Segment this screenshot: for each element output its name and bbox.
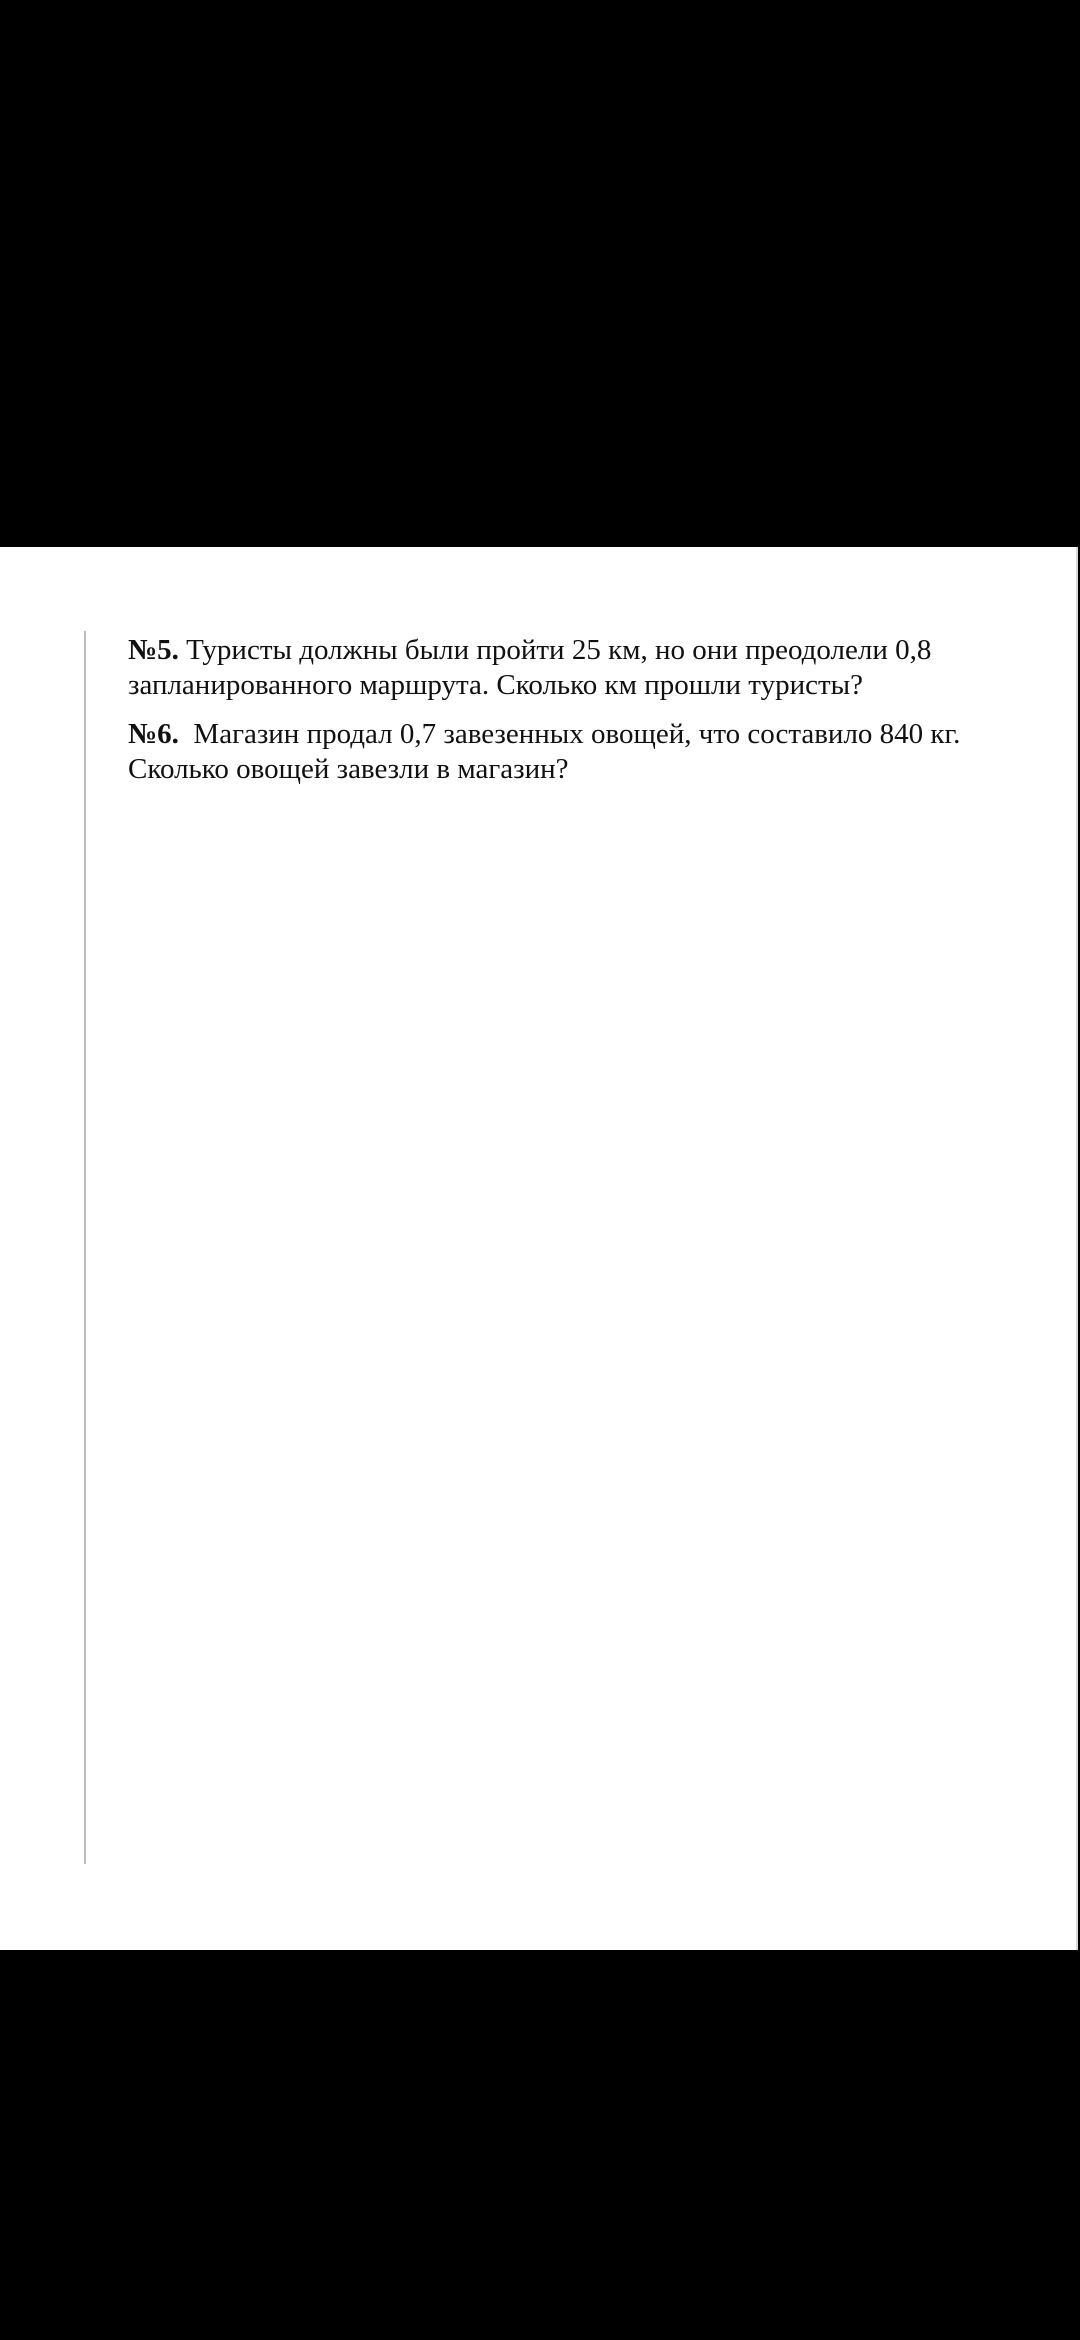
task-6 (128, 717, 1008, 787)
tasks-content (128, 633, 1008, 801)
task-6-number: №6. (128, 718, 179, 750)
document-page (0, 547, 1078, 1950)
page-margin-line (84, 631, 86, 1864)
top-black-area (0, 0, 1080, 547)
bottom-black-area (0, 1950, 1080, 2340)
task-5 (128, 633, 1008, 703)
task-6-text: Магазин продал 0,7 завезенных овощей, что составило 840 кг. Сколько овощей завезли в магазин? (128, 718, 961, 785)
task-5-number: №5. (128, 634, 179, 666)
task-5-text: Туристы должны были пройти 25 км, но они преодолели 0,8 запланированного маршрута. Сколько км прошли туристы? (128, 634, 932, 701)
